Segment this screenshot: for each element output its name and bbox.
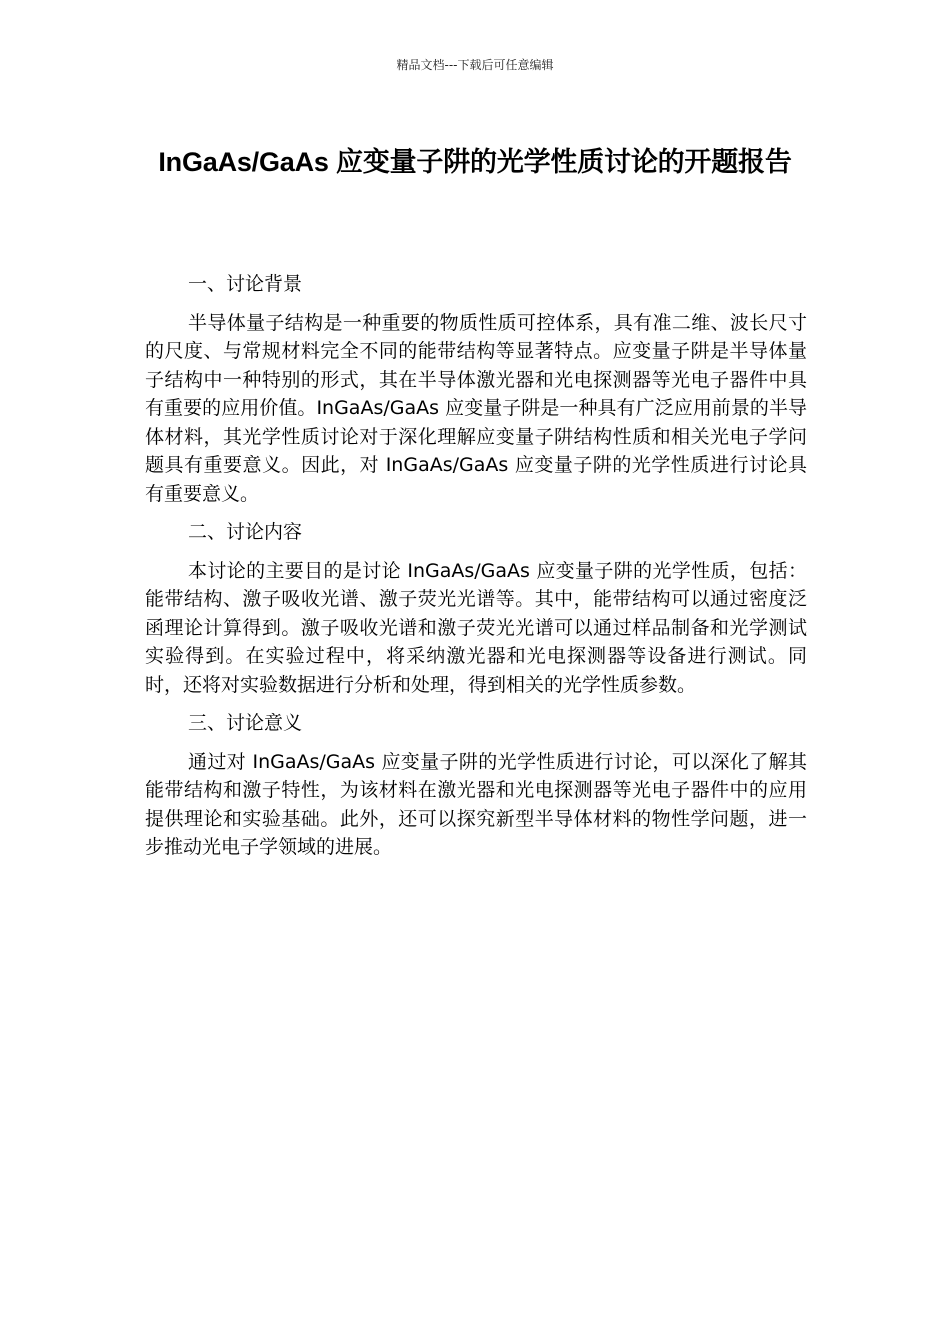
document-title: InGaAs/GaAs 应变量子阱的光学性质讨论的开题报告 — [158, 147, 792, 177]
section-significance — [145, 709, 807, 862]
section-background — [145, 270, 807, 508]
header-note: 精品文档---下载后可任意编辑 — [396, 58, 554, 72]
section-content — [145, 518, 807, 699]
section-heading: 三、讨论意义 — [188, 712, 303, 734]
section-heading: 二、讨论内容 — [188, 521, 303, 543]
document-body — [145, 270, 807, 872]
section-paragraph: 本讨论的主要目的是讨论 InGaAs/GaAs 应变量子阱的光学性质，包括：能带结构、激子吸收光谱、激子荧光光谱等。其中，能带结构可以通过密度泛函理论计算得到。激子吸收光谱和激子荧光光谱可以通过样品制备和光学测试实验得到。在实验过程中，将采纳激光器和光电探测器等设备进行测试。同时，还将对实验数据进行分析和处理，得到相关的光学性质参数。 — [145, 559, 807, 696]
section-paragraph: 半导体量子结构是一种重要的物质性质可控体系，具有准二维、波长尺寸的尺度、与常规材料完全不同的能带结构等显著特点。应变量子阱是半导体量子结构中一种特别的形式，其在半导体激光器和光电探测器等光电子器件中具有重要的应用价值。InGaAs/GaAs 应变量子阱是一种具有广泛应用前景的半导体材料，其光学性质讨论对于深化理解应变量子阱结构性质和相关光电子学问题具有重要意义。因此，对 InGaAs/GaAs 应变量子阱的光学性质进行讨论具有重要意义。 — [145, 311, 807, 505]
section-paragraph: 通过对 InGaAs/GaAs 应变量子阱的光学性质进行讨论，可以深化了解其能带结构和激子特性，为该材料在激光器和光电探测器等光电子器件中的应用提供理论和实验基础。此外，还可以探究新型半导体材料的物性学问题，进一步推动光电子学领域的进展。 — [145, 750, 807, 858]
section-heading: 一、讨论背景 — [188, 273, 303, 295]
